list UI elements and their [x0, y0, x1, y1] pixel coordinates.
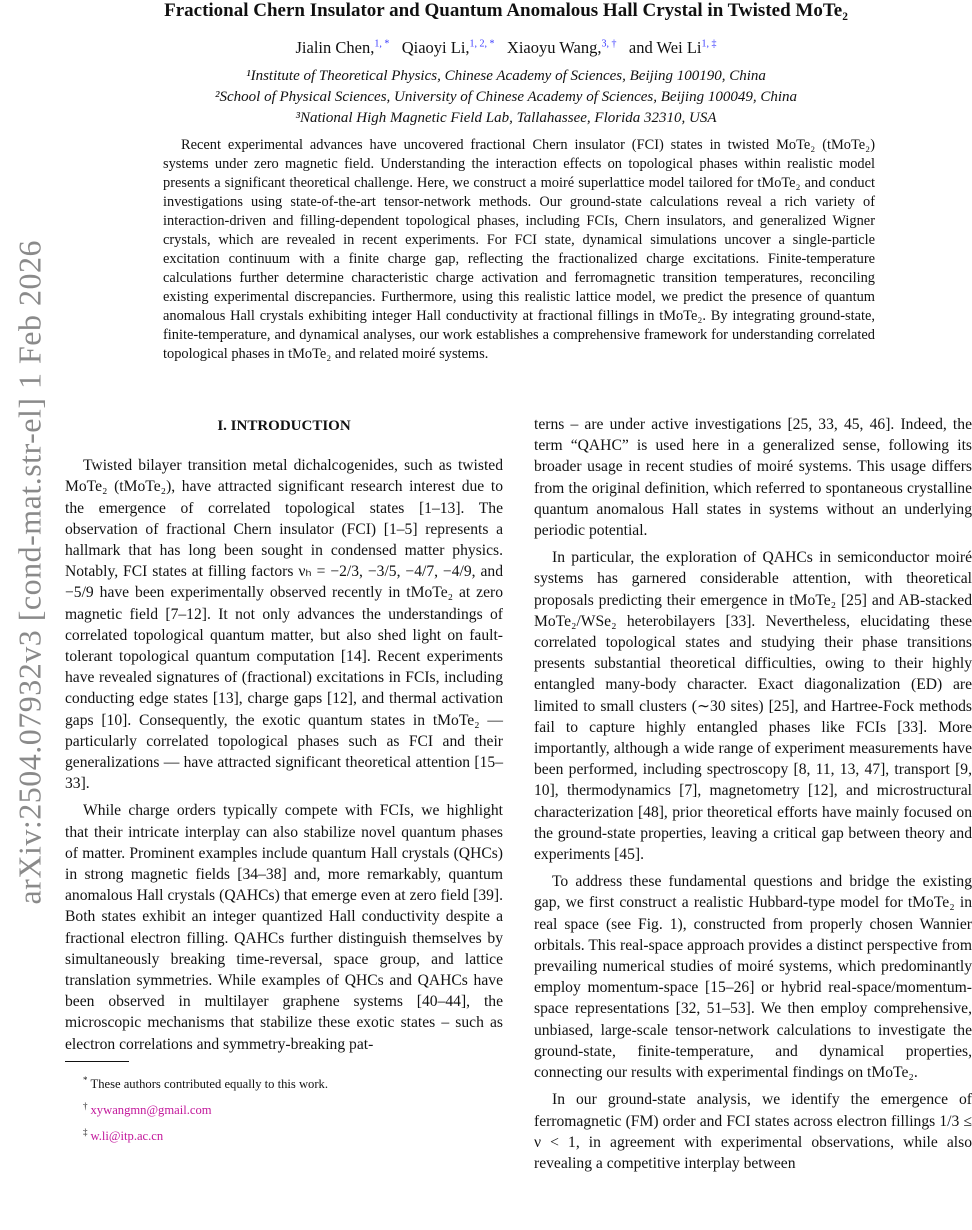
affiliation-line: ²School of Physical Sciences, University of Chinese Academy of Sciences, Beijing 100049, China — [215, 89, 797, 105]
body-paragraph: While charge orders typically compete with FCIs, we highlight that their intricate interplay can also stabilize novel quantum phases of matter. Prominent examples include quantum Hall crystals (QHCs) in strong magnetic fields [34–38] and, more remarkably, quantum anomalous Hall crystals (QAHCs) that emerge even at zero field [39]. Both states exhibit an integer quantized Hall conductivity despite a fractional electron filling. QAHCs further distinguish themselves by simultaneously breaking time-reversal, space group, and lattice translation symmetries. While examples of QHCs and QAHCs have been observed in multilayer graphene systems [40–44], the microscopic mechanisms that stabilize these exotic states – such as electron correlations and symmetry-breaking pat- — [65, 802, 503, 1053]
author-list — [60, 38, 952, 58]
left-column — [65, 412, 503, 1150]
author-affil-mark[interactable]: 3, † — [601, 38, 617, 50]
affiliation-line: ³National High Magnetic Field Lab, Tallahassee, Florida 32310, USA — [295, 110, 717, 126]
author-affil-mark[interactable]: 1, * — [374, 38, 390, 50]
paper-title: Fractional Chern Insulator and Quantum Anomalous Hall Crystal in Twisted MoTe₂ — [164, 0, 848, 21]
footnote: ‡ w.li@itp.ac.cn — [83, 1127, 164, 1144]
body-paragraph: In particular, the exploration of QAHCs in semiconductor moiré systems has garnered considerable attention, with theoretical proposals predicting their emergence in tMoTe₂ [25] and AB-stacked MoTe₂/WSe₂ heterobilayers [33]. Nevertheless, elucidating these correlated topological states and studying their phase transitions presents substantial theoretical difficulties, owing to their highly entangled many-body character. Exact diagonalization (ED) are limited to small clusters (∼30 sites) [25], and Hartree-Fock methods fail to capture highly entangled phases like FCIs [33]. More importantly, although a wide range of experiment measurements have been performed, including spectroscopy [8, 11, 13, 47], transport [9, 10], thermodynamics [7], magnetometry [12], and microstructural characterization [48], prior theoretical efforts have mainly focused on the ground-state properties, leaving a critical gap between theory and experiments [45]. — [534, 549, 972, 864]
author-name: and Wei Li — [628, 38, 702, 57]
footnote: * These authors contributed equally to this work. — [83, 1074, 328, 1092]
affiliation-line: ¹Institute of Theoretical Physics, Chinese Academy of Sciences, Beijing 100190, China — [246, 68, 766, 84]
author-name: Jialin Chen, — [295, 38, 375, 57]
abstract — [163, 136, 875, 364]
body-paragraph: Twisted bilayer transition metal dichalcogenides, such as twisted MoTe₂ (tMoTe₂), have attracted significant research interest due to the emergence of correlated topological states [1–13]. The observation of fractional Chern insulator (FCI) [1–5] represents a hallmark that has long been sought in condensed matter physics. Notably, FCI states at filling factors νₕ = −2/3, −3/5, −4/7, −4/9, and −5/9 have been experimentally observed recently in tMoTe₂ at zero magnetic field [7–12]. It not only advances the understandings of correlated topological quantum matter, but also shed light on fault-tolerant topological quantum computation [14]. Recent experiments have revealed signatures of (fractional) excitations in FCIs, including conducting edge states [13], charge gaps [12], and thermal activation gaps [10]. Consequently, the exotic quantum states in tMoTe₂ — particularly correlated topological phases such as FCI and their generalizations — have attracted significant theoretical attention [15–33]. — [65, 457, 503, 793]
author-name: Xiaoyu Wang, — [506, 38, 602, 57]
footnote-rule — [65, 1061, 129, 1062]
abstract-text: Recent experimental advances have uncovered fractional Chern insulator (FCI) states in twisted MoTe₂ (tMoTe₂) systems under zero magnetic field. Understanding the interaction effects on topological phases within realistic model presents a significant theoretical challenge. Here, we construct a moiré superlattice model tailored for tMoTe₂ and conduct investigations using state-of-the-art tensor-network methods. Our ground-state calculations reveal a rich variety of interaction-driven and filling-dependent topological phases, including FCIs, Chern insulators, and generalized Wigner crystals, which are revealed in recent experiments. For FCI state, dynamical simulations uncover a single-particle excitation continuum with a finite charge gap, reflecting the fractionalized charge excitations. Finite-temperature calculations further determine characteristic charge activation and ferromagnetic transition temperatures, reconciling existing experimental discrepancies. Furthermore, using this realistic lattice model, we predict the presence of quantum anomalous Hall crystals exhibiting integer Hall conductivity at fractional fillings in tMoTe₂. By integrating ground-state, finite-temperature, and dynamical analyses, our work establishes a comprehensive framework for understanding correlated topological phases in tMoTe₂ and related moiré systems. — [163, 137, 875, 362]
email-link[interactable]: w.li@itp.ac.cn — [90, 1129, 164, 1144]
email-link[interactable]: xywangmn@gmail.com — [90, 1103, 212, 1118]
section-heading: I. INTRODUCTION — [217, 418, 351, 434]
arxiv-stamp: arXiv:2504.07932v3 [cond-mat.str-el] 1 Feb 2026 — [11, 240, 48, 905]
right-column — [534, 414, 972, 1180]
author-affil-mark[interactable]: 1, ‡ — [701, 38, 717, 50]
affiliations — [60, 66, 952, 129]
footnote: † xywangmn@gmail.com — [83, 1101, 212, 1118]
author-affil-mark[interactable]: 1, 2, * — [469, 38, 495, 50]
author-name: Qiaoyi Li, — [401, 38, 470, 57]
body-paragraph: To address these fundamental questions and bridge the existing gap, we first construct a realistic Hubbard-type model for tMoTe₂ in real space (see Fig. 1), constructed from properly chosen Wannier orbitals. This real-space approach provides a distinct perspective from prevailing numerical studies of moiré systems, which predominantly employ momentum-space [15–26] or hybrid real-space/momentum-space representations [32, 51–53]. We then employ comprehensive, unbiased, large-scale tensor-network calculations to investigate the ground-state, finite-temperature, and dynamical properties, connecting our results with experimental findings on tMoTe₂. — [534, 873, 972, 1082]
body-paragraph: terns – are under active investigations [25, 33, 45, 46]. Indeed, the term “QAHC” is used here in a generalized sense, following its broader usage in recent studies of moiré systems. This usage differs from the original definition, which referred to spontaneous crystalline quantum anomalous Hall states in systems without an underlying periodic potential. — [534, 416, 972, 540]
body-paragraph: In our ground-state analysis, we identify the emergence of ferromagnetic (FM) order and FCI states across electron fillings 1/3 ≤ ν < 1, in agreement with experimental observations, while also revealing a competitive interplay between — [534, 1091, 972, 1172]
arxiv-sidebar — [0, 240, 60, 1230]
